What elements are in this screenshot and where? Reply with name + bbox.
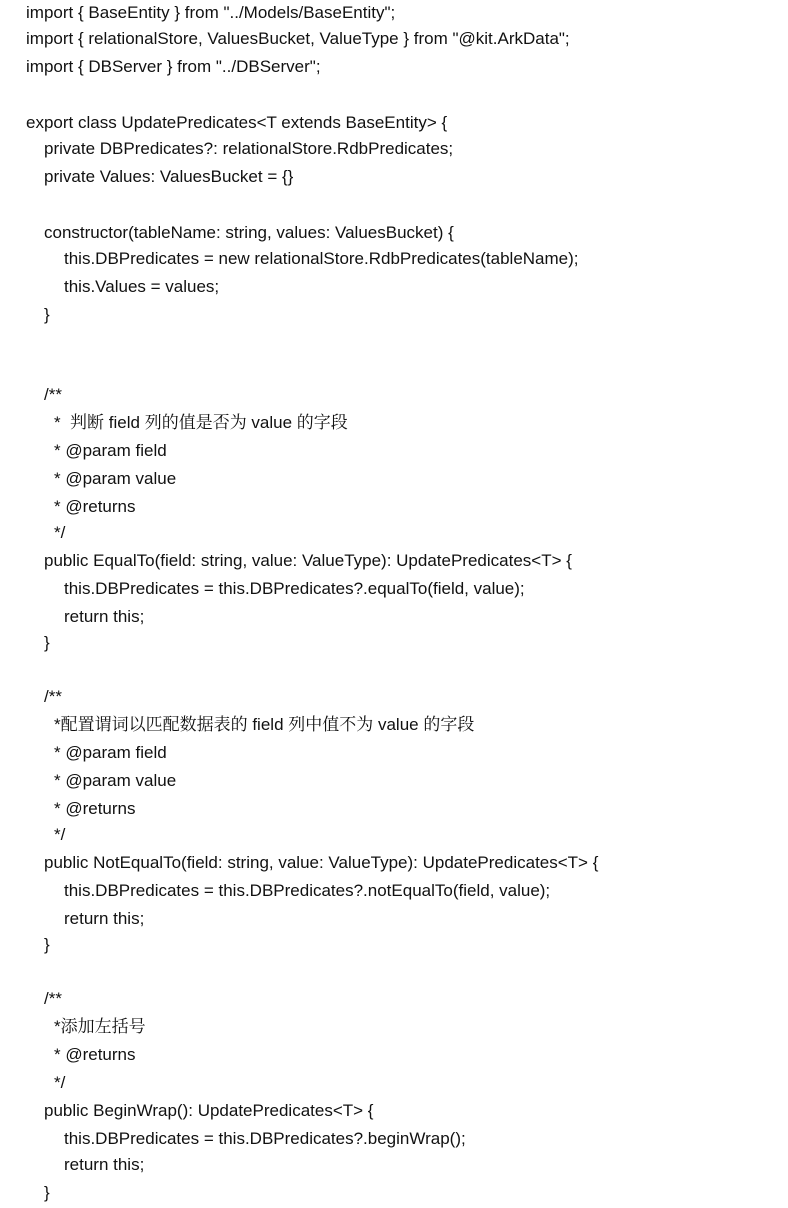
code-line: private DBPredicates?: relationalStore.RdbPredicates; <box>44 139 454 158</box>
code-line: *配置谓词以匹配数据表的 field 列中值不为 value 的字段 <box>54 715 475 734</box>
code-line: * @returns <box>54 799 136 818</box>
code-line: return this; <box>64 607 145 626</box>
code-line: } <box>44 305 50 324</box>
code-line: constructor(tableName: string, values: ValuesBucket) { <box>44 223 454 242</box>
code-line: return this; <box>64 909 145 928</box>
code-line: } <box>44 633 50 652</box>
code-line: */ <box>54 523 66 542</box>
code-line: * @param field <box>54 441 167 460</box>
code-line: return this; <box>64 1155 145 1174</box>
code-line: import { relationalStore, ValuesBucket, ValueType } from "@kit.ArkData"; <box>26 29 570 48</box>
code-line: this.DBPredicates = this.DBPredicates?.beginWrap(); <box>64 1129 466 1148</box>
code-line: public EqualTo(field: string, value: ValueType): UpdatePredicates<T> { <box>44 551 572 570</box>
code-line: export class UpdatePredicates<T extends BaseEntity> { <box>26 113 448 132</box>
code-line: /** <box>44 989 62 1008</box>
code-line: import { BaseEntity } from "../Models/BaseEntity"; <box>26 3 396 22</box>
code-line: } <box>44 1183 50 1202</box>
code-line: this.DBPredicates = this.DBPredicates?.equalTo(field, value); <box>64 579 525 598</box>
code-line: this.DBPredicates = this.DBPredicates?.notEqualTo(field, value); <box>64 881 551 900</box>
code-line: * @param field <box>54 743 167 762</box>
code-line: public BeginWrap(): UpdatePredicates<T> { <box>44 1101 374 1120</box>
code-line: } <box>44 935 50 954</box>
code-line: * @param value <box>54 771 177 790</box>
code-line: this.DBPredicates = new relationalStore.RdbPredicates(tableName); <box>64 249 579 268</box>
code-line: /** <box>44 687 62 706</box>
code-line: * @returns <box>54 497 136 516</box>
code-line: * @param value <box>54 469 177 488</box>
code-line: * @returns <box>54 1045 136 1064</box>
code-line: */ <box>54 1073 66 1092</box>
code-line: * 判断 field 列的值是否为 value 的字段 <box>54 413 348 432</box>
code-line: this.Values = values; <box>64 277 220 296</box>
code-line: public NotEqualTo(field: string, value: ValueType): UpdatePredicates<T> { <box>44 853 599 872</box>
code-line: *添加左括号 <box>54 1017 146 1036</box>
code-line: /** <box>44 385 62 404</box>
code-line: */ <box>54 825 66 844</box>
code-line: import { DBServer } from "../DBServer"; <box>26 57 321 76</box>
code-line: private Values: ValuesBucket = {} <box>44 167 294 186</box>
